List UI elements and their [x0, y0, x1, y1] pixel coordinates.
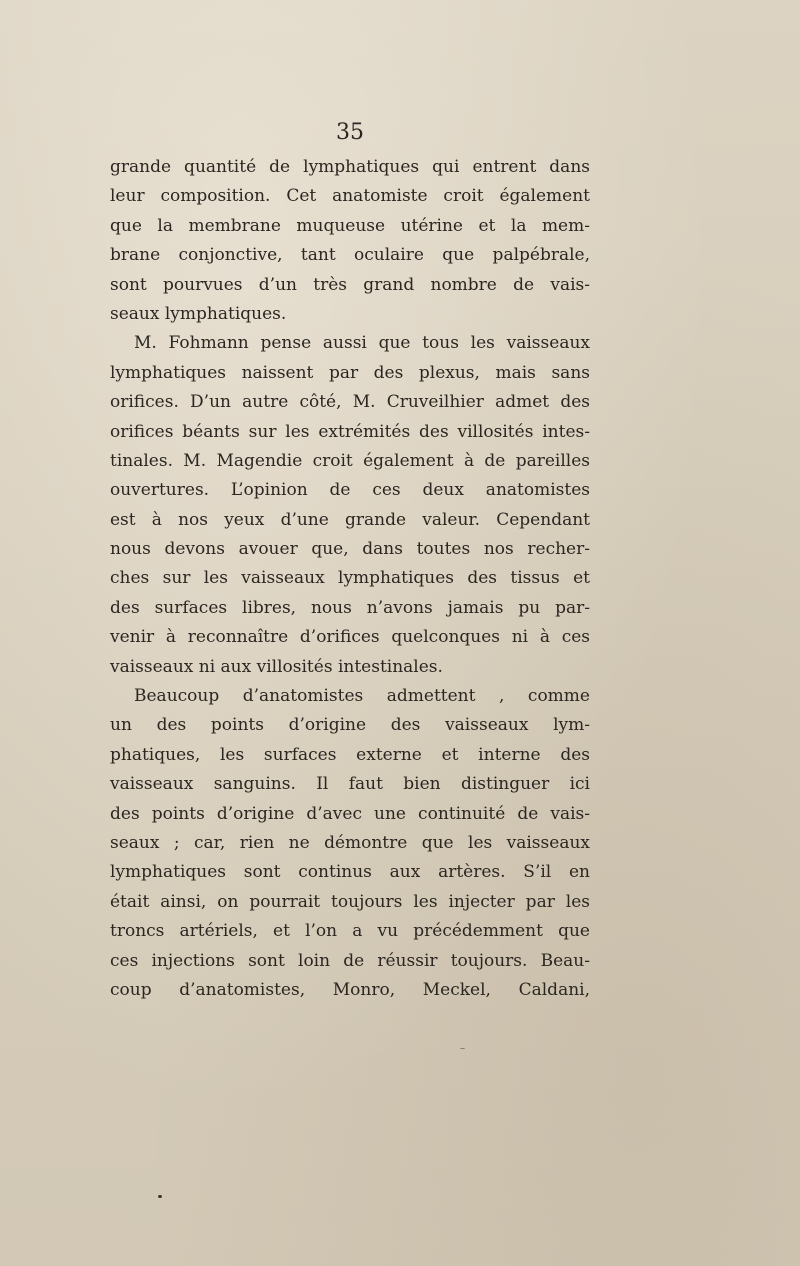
text-line: phatiques, les surfaces externe et interne des: [110, 744, 590, 765]
text-line: des surfaces libres, nous n’avons jamais pu par-: [110, 597, 590, 618]
text-line: était ainsi, on pourrait toujours les injecter par les: [110, 891, 590, 912]
text-line: ches sur les vaisseaux lymphatiques des tissus et: [110, 568, 590, 589]
text-line: vaisseaux ni aux villosités intestinales.: [110, 656, 443, 677]
text-line: troncs artériels, et l’on a vu précédemment que: [110, 921, 590, 942]
text-line: des points d’origine d’avec une continuité de vais-: [110, 803, 590, 824]
text-line: seaux ; car, rien ne démontre que les vaisseaux: [110, 832, 590, 853]
text-line: seaux lymphatiques.: [110, 303, 287, 324]
page-number: 35: [336, 120, 364, 145]
text-line: lymphatiques naissent par des plexus, mais sans: [110, 362, 590, 383]
text-line: sont pourvues d’un très grand nombre de vais-: [110, 274, 590, 295]
text-line: ces injections sont loin de réussir toujours. Beau-: [110, 950, 590, 971]
text-line: lymphatiques sont continus aux artères. S’il en: [110, 862, 590, 883]
text-line: brane conjonctive, tant oculaire que palpébrale,: [110, 245, 590, 266]
text-line: grande quantité de lymphatiques qui entrent dans: [110, 157, 590, 177]
text-line: nous devons avouer que, dans toutes nos recher-: [110, 539, 590, 560]
body-text: [110, 153, 590, 1005]
ink-speck: [158, 1195, 162, 1198]
text-line: M. Fohmann pense aussi que tous les vaisseaux: [134, 333, 590, 354]
text-line: un des points d’origine des vaisseaux lym-: [110, 715, 590, 736]
text-line: orifices béants sur les extrémités des villosités intes-: [110, 421, 590, 442]
text-line: orifices. D’un autre côté, M. Cruveilhier admet des: [110, 392, 590, 413]
text-line: coup d’anatomistes, Monro, Meckel, Caldani,: [110, 979, 590, 1000]
text-line: que la membrane muqueuse utérine et la mem-: [110, 215, 590, 236]
text-line: est à nos yeux d’une grande valeur. Cependant: [110, 509, 590, 530]
text-line: tinales. M. Magendie croit également à de pareilles: [110, 450, 590, 471]
text-line: ouvertures. L’opinion de ces deux anatomistes: [110, 480, 590, 501]
text-line: venir à reconnaître d’orifices quelconques ni à ces: [110, 627, 590, 648]
text-line: Beaucoup d’anatomistes admettent , comme: [134, 686, 590, 707]
text-line: vaisseaux sanguins. Il faut bien distinguer ici: [110, 774, 590, 795]
ink-speck: [460, 1048, 465, 1049]
text-line: leur composition. Cet anatomiste croit également: [110, 186, 590, 207]
